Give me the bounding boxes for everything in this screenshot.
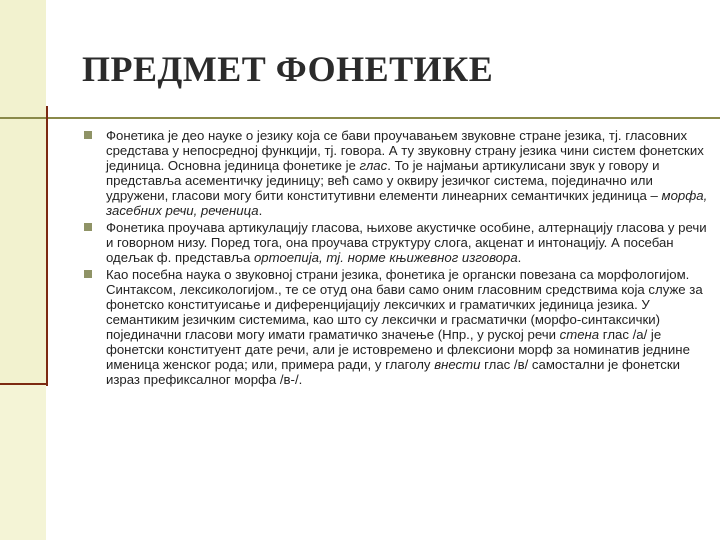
bullet-list <box>84 128 709 389</box>
bullet-text: глас /а/ је фонетски конституент дате речи, али је истовремено и флексиони морф за номинатив једнине именица женског рода; или, примера ради, у глаголу <box>106 327 690 372</box>
bullet-text: Као посебна наука о звуковној страни језика, фонетика је органски повезана са морфологијом. Синтаксом, лексикологијом., те се отуд она бави само оним гласовним средствима која служе за фонетско конституисање и диференцијацију лексичких и граматичких јединица језика. У семантиким језичким системима, као што су лексички и грaсматички (морфо-синтаксички) појединачни гласови могу имати граматичко значење (Нпр., у руској речи <box>106 267 703 342</box>
bullet-text: Фонетика је део науке о језику која се бави проучавањем звуковне стране језика, тј. гласовних средстава у непосредној функцији, тј. говора. А ту звуковну страну језика чини систем фонетских јединица. Основна јединица фонетике је <box>106 128 704 173</box>
bullet-italic-text: глас <box>359 158 388 173</box>
bullet-text: . <box>517 250 522 265</box>
bullet-italic-text: морфа, засебних речи, реченица <box>106 188 708 218</box>
slide-title: ПРЕДМЕТ ФОНЕТИКЕ <box>82 49 494 89</box>
bullet-italic-text: ортоепија, тј. норме књижевног изговора <box>253 250 518 265</box>
bullet-italic-text: стена <box>559 327 600 342</box>
bullet-text: глас /в/ самостални је фонетски израз префиксалног морфа /в-/. <box>106 357 680 387</box>
bullet-item-phonetics-definition <box>84 128 709 218</box>
bullet-text: Фонетика проучава артикулацију гласова, њихове акустичке особине, алтернацију гласова у речи и говорном низу. Поред тога, она проучава структуру слога, акценат и интонацију. А посебан одељак ф. представља <box>106 220 707 265</box>
left-decor-band-lower <box>0 385 46 540</box>
square-bullet-icon <box>84 131 92 139</box>
bullet-item-phonetics-scope <box>84 220 709 265</box>
square-bullet-icon <box>84 223 92 231</box>
horizontal-rule <box>0 117 720 119</box>
bullet-text: . То је најмањи артикулисани звук у говору и представља асементичку јединицу; већ само у оквиру језичког система, појединачно или удружени, гласови могу бити конститутивни елементи линеарних семантичких јединица – <box>106 158 662 203</box>
bullet-text: . <box>258 203 263 218</box>
vertical-rule <box>46 106 48 386</box>
corner-rule <box>0 383 48 385</box>
square-bullet-icon <box>84 270 92 278</box>
bullet-item-morphology-relation <box>84 267 709 387</box>
bullet-italic-text: внести <box>434 357 481 372</box>
